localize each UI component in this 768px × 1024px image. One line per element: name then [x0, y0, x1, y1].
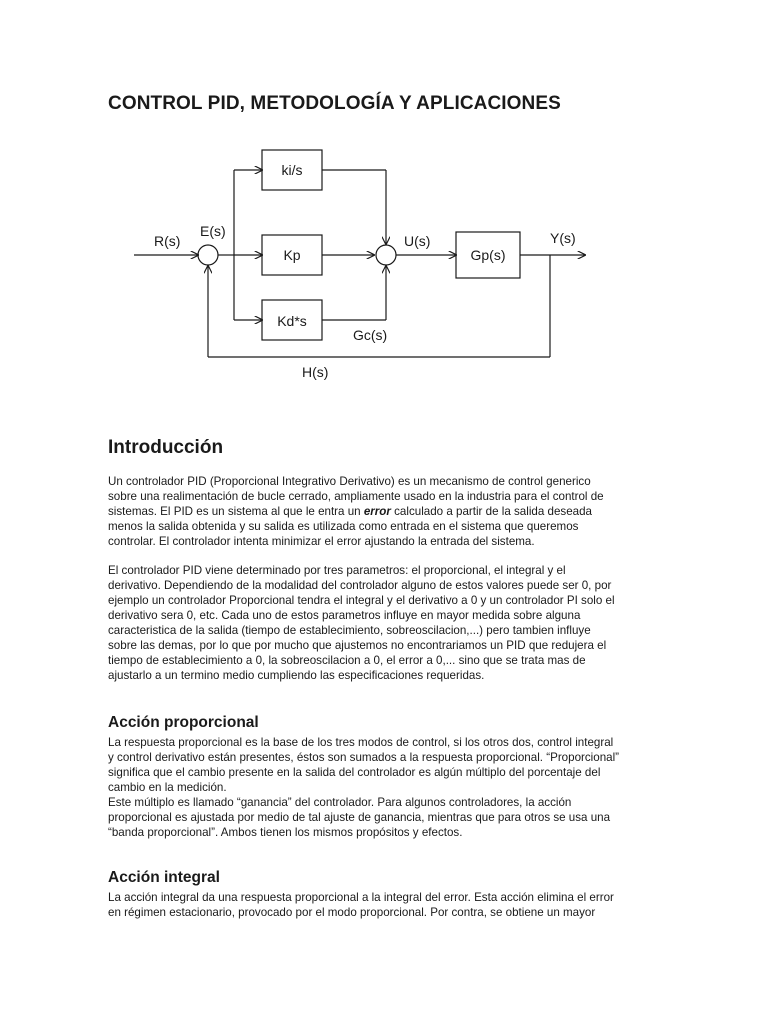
error-summing-junction — [198, 245, 218, 265]
integral-block-label: ki/s — [281, 162, 303, 178]
derivative-block-label: Kd*s — [277, 313, 307, 329]
controller-output-label: U(s) — [404, 233, 431, 249]
proportional-paragraph: La respuesta proporcional es la base de los tres modos de control, si los otros dos, control integral y control derivativo están presentes, éstos son sumados a la respuesta proporcional. “Proporcional” significa que el cambio presente en la salida del controlador es algún múltiplo del porcentaje del cambio en la medición. Este múltiplo es llamado “ganancia” del controlador. Para algunos controladores, la acción proporcional es ajustada por medio de tal ajuste de ganancia, mientras que para otros se usa una “banda proporcional”. Ambos tienen los mismos propósitos y efectos. — [108, 736, 620, 839]
pid-block-diagram — [128, 140, 598, 385]
section-heading-accion-proporcional: Acción proporcional — [108, 714, 259, 731]
intro-paragraph-2: El controlador PID viene determinado por tres parametros: el proporcional, el integral y el derivativo. Dependiendo de la modalidad del controlador alguno de estos valores puede ser 0, por ejemplo un controlador Proporcional tendra el integral y el derivativo a 0 y un controlador PI solo el derivativo sera 0, etc. Cada uno de estos parametros influye en mayor medida sobre alguna caracteristica de la salida (tiempo de establecimiento, sobreoscilacion,...) pero tambien influye sobre las demas, por lo que por mucho que ajustemos no encontrariamos un PID que redujera el tiempo de establecimiento a 0, la sobreoscilacion a 0, el error a 0,... sino que se trata mas de ajustarlo a un termino medio cumpliendo las especificaciones requeridas. — [108, 564, 615, 682]
controller-summing-junction — [376, 245, 396, 265]
input-label: R(s) — [154, 233, 181, 249]
plant-block-label: Gp(s) — [470, 247, 506, 263]
section-heading-accion-integral: Acción integral — [108, 869, 220, 886]
feedback-label: H(s) — [302, 364, 329, 380]
intro-p1-emphasis: error — [363, 505, 391, 518]
document-title: CONTROL PID, METODOLOGÍA Y APLICACIONES — [108, 93, 561, 114]
controller-label: Gc(s) — [353, 327, 388, 343]
error-label: E(s) — [200, 223, 226, 239]
intro-p1-text-a: Un controlador PID (Proporcional Integrativo Derivativo) es un mecanismo de control generico sobre una realimentación de bucle cerrado, ampliamente usado en la industria para el control de sistemas. El PID es un sistema al que le entra un — [108, 475, 604, 518]
section-heading-introduccion: Introducción — [108, 437, 224, 458]
output-label: Y(s) — [550, 230, 576, 246]
intro-p1-text-b: calculado a partir de la salida deseada menos la salida obtenida y su salida es utilizada como entrada en el sistema que queremos controlar. El controlador intenta minimizar el error ajustando la entrada del sistema. — [108, 505, 592, 548]
intro-paragraph-1 — [108, 474, 664, 549]
integral-paragraph: La acción integral da una respuesta proporcional a la integral del error. Esta acción elimina el error en régimen estacionario, provocado por el modo proporcional. Por contra, se obtiene un mayor — [108, 891, 614, 919]
proportional-block-label: Kp — [283, 247, 301, 263]
